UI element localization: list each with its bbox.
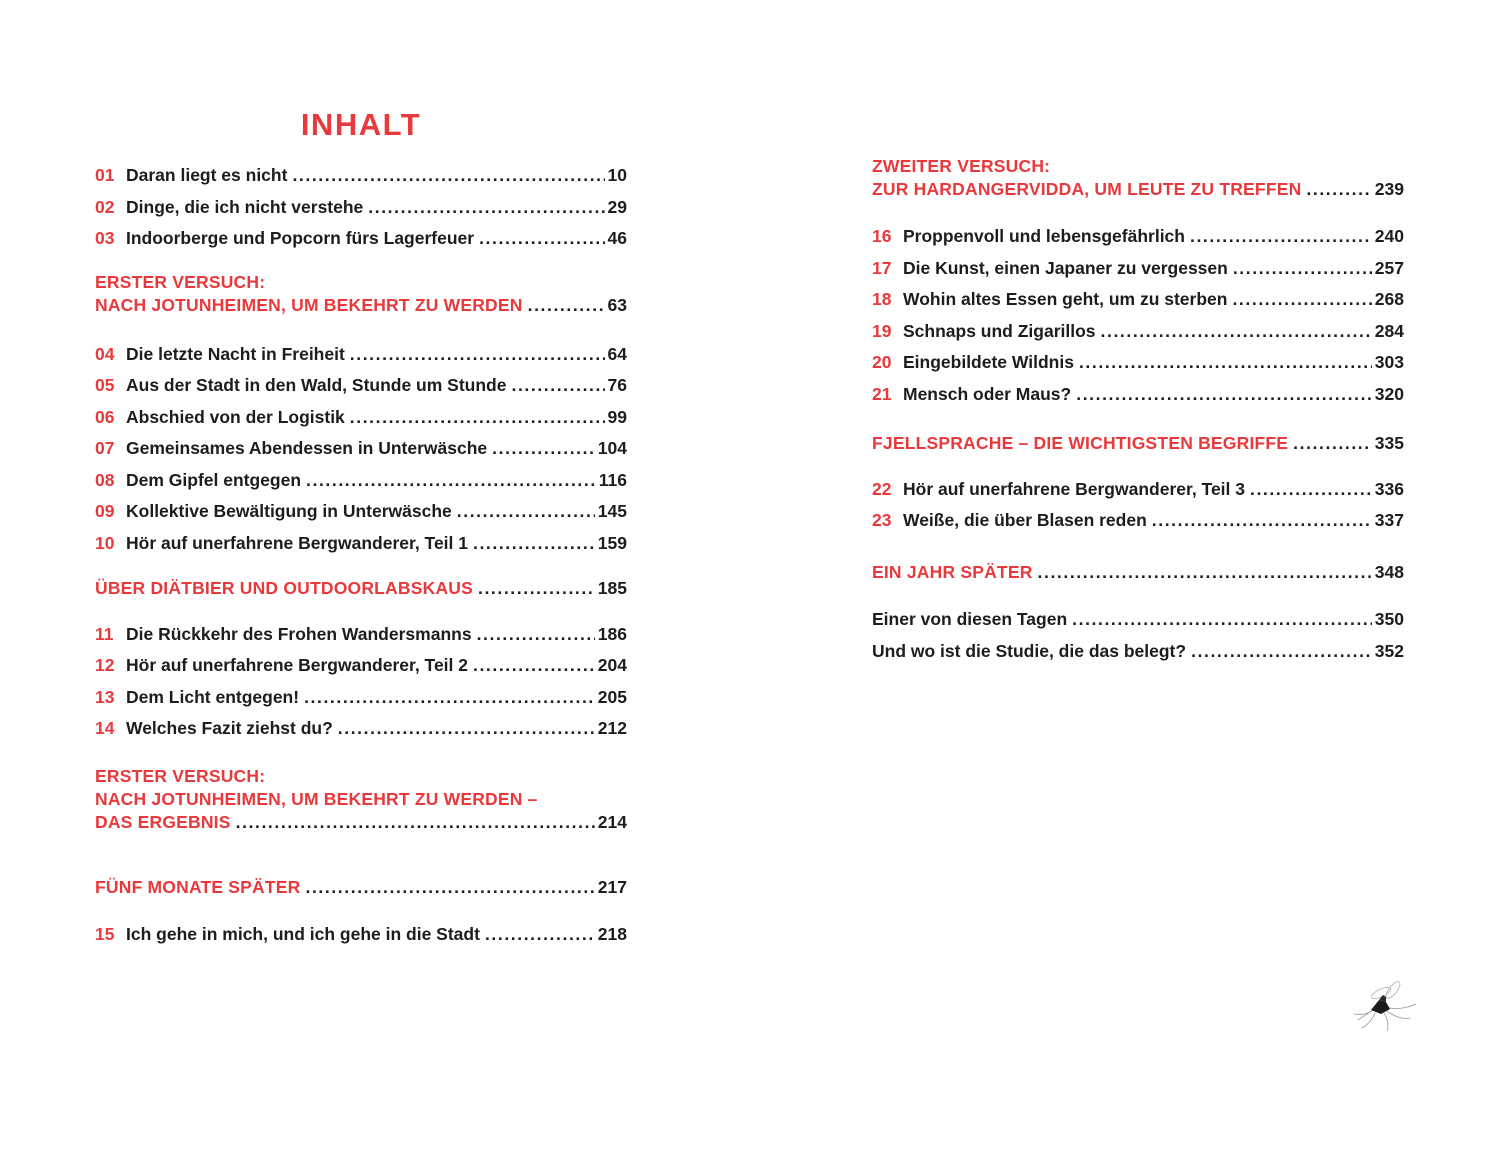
dot-leader bbox=[338, 713, 595, 745]
chapter-number: 07 bbox=[95, 438, 115, 458]
toc-entry bbox=[95, 496, 627, 528]
chapter-title: Indoorberge und Popcorn fürs Lagerfeuer bbox=[126, 228, 475, 248]
dot-leader bbox=[477, 619, 595, 651]
chapter-title: Welches Fazit ziehst du? bbox=[126, 718, 333, 738]
chapter-number: 22 bbox=[872, 478, 892, 499]
page-number: 336 bbox=[1374, 478, 1404, 499]
toc-entry bbox=[872, 636, 1404, 668]
page-number: 76 bbox=[607, 375, 627, 395]
chapter-number: 08 bbox=[95, 469, 115, 490]
page-number: 63 bbox=[607, 294, 627, 315]
page-number: 186 bbox=[597, 623, 627, 644]
page-number: 240 bbox=[1374, 226, 1404, 246]
chapter-number: 15 bbox=[95, 924, 115, 944]
chapter-number: 11 bbox=[95, 623, 114, 644]
page-number: 29 bbox=[607, 196, 627, 217]
chapter-title: Aus der Stadt in den Wald, Stunde um Stunde bbox=[126, 375, 507, 395]
page-number: 212 bbox=[597, 718, 627, 738]
chapter-number: 16 bbox=[872, 226, 892, 246]
chapter-title: Ich gehe in mich, und ich gehe in die Stadt bbox=[126, 924, 480, 944]
section-heading-entry bbox=[95, 872, 627, 904]
chapter-title: Kollektive Bewältigung in Unterwäsche bbox=[126, 501, 452, 521]
section-heading-line: FJELLSPRACHE – DIE WICHTIGSTEN BEGRIFFE bbox=[872, 433, 1289, 453]
section-heading bbox=[95, 271, 627, 317]
dot-leader bbox=[306, 872, 595, 904]
dot-leader bbox=[511, 370, 604, 402]
dot-leader bbox=[306, 465, 596, 497]
page-number: 159 bbox=[597, 532, 627, 553]
toc-right-column bbox=[872, 155, 1404, 667]
dot-leader bbox=[350, 339, 605, 371]
chapter-number: 18 bbox=[872, 289, 892, 309]
chapter-number: 03 bbox=[95, 228, 115, 248]
toc-left-column bbox=[95, 106, 627, 951]
dot-leader bbox=[478, 573, 595, 605]
page-number: 205 bbox=[597, 686, 627, 707]
chapter-number: 20 bbox=[872, 352, 892, 372]
toc-entry bbox=[95, 919, 627, 951]
chapter-title: Abschied von der Logistik bbox=[126, 406, 345, 427]
chapter-title: Eingebildete Wildnis bbox=[903, 352, 1074, 372]
section-heading-line: ÜBER DIÄTBIER UND OUTDOORLABSKAUS bbox=[95, 578, 473, 598]
dot-leader bbox=[1232, 284, 1371, 316]
chapter-title: Die letzte Nacht in Freiheit bbox=[126, 343, 345, 364]
chapter-group bbox=[872, 221, 1404, 410]
chapter-number: 19 bbox=[872, 320, 892, 341]
chapter-title: Dem Gipfel entgegen bbox=[126, 469, 302, 490]
chapter-title: Hör auf unerfahrene Bergwanderer, Teil 2 bbox=[126, 655, 468, 675]
page-number: 348 bbox=[1374, 561, 1404, 582]
toc-entry bbox=[872, 379, 1404, 411]
dot-leader bbox=[1072, 604, 1372, 636]
dot-leader bbox=[1152, 505, 1372, 537]
chapter-number: 09 bbox=[95, 501, 115, 521]
dot-leader bbox=[479, 223, 604, 255]
toc-entry bbox=[95, 713, 627, 745]
section-heading-line: ERSTER VERSUCH: bbox=[95, 271, 266, 292]
page-number: 337 bbox=[1374, 510, 1404, 530]
section-heading-entry bbox=[95, 294, 627, 317]
toc-entry bbox=[872, 505, 1404, 537]
chapter-group bbox=[95, 160, 627, 255]
page-number: 239 bbox=[1374, 179, 1404, 199]
chapter-title: Gemeinsames Abendessen in Unterwäsche bbox=[126, 438, 488, 458]
dot-leader bbox=[350, 402, 605, 434]
page-number: 268 bbox=[1374, 289, 1404, 309]
chapter-number: 02 bbox=[95, 196, 115, 217]
chapter-title: Mensch oder Maus? bbox=[903, 383, 1072, 404]
section-heading-entry bbox=[95, 811, 627, 834]
chapter-title: Die Rückkehr des Frohen Wandersmanns bbox=[126, 623, 472, 644]
section-heading-line: FÜNF MONATE SPÄTER bbox=[95, 876, 301, 897]
page-number: 350 bbox=[1374, 609, 1404, 629]
section-heading-line: EIN JAHR SPÄTER bbox=[872, 561, 1033, 582]
chapter-title: Hör auf unerfahrene Bergwanderer, Teil 1 bbox=[126, 532, 468, 553]
chapter-number: 21 bbox=[872, 383, 892, 404]
chapter-title: Die Kunst, einen Japaner zu vergessen bbox=[903, 257, 1228, 278]
dot-leader bbox=[1079, 347, 1372, 379]
chapter-title: Und wo ist die Studie, die das belegt? bbox=[872, 640, 1187, 661]
page-number: 217 bbox=[597, 876, 627, 897]
toc-entry bbox=[872, 284, 1404, 316]
chapter-number: 10 bbox=[95, 532, 115, 553]
chapter-number: 14 bbox=[95, 718, 115, 738]
page-number: 99 bbox=[607, 406, 627, 427]
dot-leader bbox=[292, 160, 604, 192]
section-heading bbox=[95, 765, 627, 834]
chapter-number: 12 bbox=[95, 655, 115, 675]
chapter-group bbox=[95, 919, 627, 951]
page-number: 257 bbox=[1374, 257, 1404, 278]
toc-entry bbox=[872, 347, 1404, 379]
dot-leader bbox=[304, 682, 595, 714]
toc-entry bbox=[95, 682, 627, 714]
chapter-title: Einer von diesen Tagen bbox=[872, 609, 1068, 629]
page-number: 116 bbox=[598, 469, 627, 490]
dot-leader bbox=[485, 919, 595, 951]
chapter-title: Weiße, die über Blasen reden bbox=[903, 510, 1147, 530]
chapter-number: 13 bbox=[95, 686, 115, 707]
page-number: 204 bbox=[597, 655, 627, 675]
section-heading-entry bbox=[872, 557, 1404, 589]
section-heading-entry bbox=[872, 428, 1404, 460]
chapter-number: 06 bbox=[95, 406, 115, 427]
dot-leader bbox=[1076, 379, 1372, 411]
dot-leader bbox=[1101, 316, 1372, 348]
chapter-number: 17 bbox=[872, 257, 892, 278]
toc-entry bbox=[95, 192, 627, 224]
page-number: 218 bbox=[597, 924, 627, 944]
section-heading-entry bbox=[95, 573, 627, 605]
page-number: 145 bbox=[597, 501, 627, 521]
toc-entry bbox=[872, 474, 1404, 506]
chapter-number: 04 bbox=[95, 343, 115, 364]
page-number: 320 bbox=[1374, 383, 1404, 404]
dot-leader bbox=[236, 811, 595, 834]
toc-entry bbox=[95, 650, 627, 682]
section-heading-entry bbox=[872, 178, 1404, 201]
section-heading-line: ZUR HARDANGERVIDDA, UM LEUTE ZU TREFFEN bbox=[872, 179, 1302, 199]
chapter-number: 01 bbox=[95, 165, 115, 185]
dot-leader bbox=[1293, 428, 1372, 460]
dot-leader bbox=[457, 496, 595, 528]
chapter-number: 05 bbox=[95, 375, 115, 395]
toc-entry bbox=[95, 160, 627, 192]
page-number: 352 bbox=[1374, 640, 1404, 661]
chapter-title: Dinge, die ich nicht verstehe bbox=[126, 196, 364, 217]
chapter-title: Daran liegt es nicht bbox=[126, 165, 288, 185]
dot-leader bbox=[1190, 221, 1372, 253]
chapter-group bbox=[872, 604, 1404, 667]
page-number: 214 bbox=[597, 811, 627, 832]
page-number: 104 bbox=[597, 438, 627, 458]
mosquito-illustration bbox=[1350, 980, 1426, 1034]
section-heading bbox=[872, 155, 1404, 201]
chapter-number: 23 bbox=[872, 510, 892, 530]
section-heading-line: ZWEITER VERSUCH: bbox=[872, 156, 1051, 176]
chapter-title: Schnaps und Zigarillos bbox=[903, 320, 1096, 341]
dot-leader bbox=[473, 528, 595, 560]
chapter-group bbox=[95, 619, 627, 745]
chapter-group bbox=[95, 339, 627, 560]
toc-entry bbox=[95, 465, 627, 497]
page-number: 185 bbox=[597, 578, 627, 598]
page-number: 284 bbox=[1374, 320, 1404, 341]
toc-entry bbox=[872, 253, 1404, 285]
toc-entry bbox=[95, 433, 627, 465]
section-heading-line: NACH JOTUNHEIMEN, UM BEKEHRT ZU WERDEN – bbox=[95, 788, 538, 809]
dot-leader bbox=[492, 433, 595, 465]
dot-leader bbox=[1191, 636, 1372, 668]
section-heading-line: ERSTER VERSUCH: bbox=[95, 765, 266, 786]
toc-entry bbox=[872, 604, 1404, 636]
toc-entry bbox=[95, 339, 627, 371]
dot-leader bbox=[368, 192, 604, 224]
chapter-group bbox=[872, 474, 1404, 537]
section-heading-line: NACH JOTUNHEIMEN, UM BEKEHRT ZU WERDEN bbox=[95, 294, 523, 315]
dot-leader bbox=[1038, 557, 1372, 589]
page-title: INHALT bbox=[300, 107, 422, 142]
dot-leader bbox=[1306, 178, 1371, 201]
chapter-title: Wohin altes Essen geht, um zu sterben bbox=[903, 289, 1228, 309]
dot-leader bbox=[1233, 253, 1372, 285]
toc-entry bbox=[95, 402, 627, 434]
toc-entry bbox=[95, 528, 627, 560]
page-number: 10 bbox=[607, 165, 627, 185]
page-number: 335 bbox=[1374, 433, 1404, 453]
page-number: 303 bbox=[1374, 352, 1404, 372]
toc-entry bbox=[872, 221, 1404, 253]
chapter-title: Hör auf unerfahrene Bergwanderer, Teil 3 bbox=[903, 478, 1245, 499]
chapter-title: Proppenvoll und lebensgefährlich bbox=[903, 226, 1185, 246]
dot-leader bbox=[528, 294, 605, 317]
page-number: 46 bbox=[607, 228, 627, 248]
section-heading-line: DAS ERGEBNIS bbox=[95, 811, 231, 832]
toc-entry bbox=[95, 619, 627, 651]
dot-leader bbox=[473, 650, 595, 682]
page-number: 64 bbox=[607, 343, 627, 364]
toc-entry bbox=[95, 370, 627, 402]
dot-leader bbox=[1250, 474, 1372, 506]
toc-entry bbox=[872, 316, 1404, 348]
chapter-title: Dem Licht entgegen! bbox=[126, 686, 300, 707]
toc-entry bbox=[95, 223, 627, 255]
